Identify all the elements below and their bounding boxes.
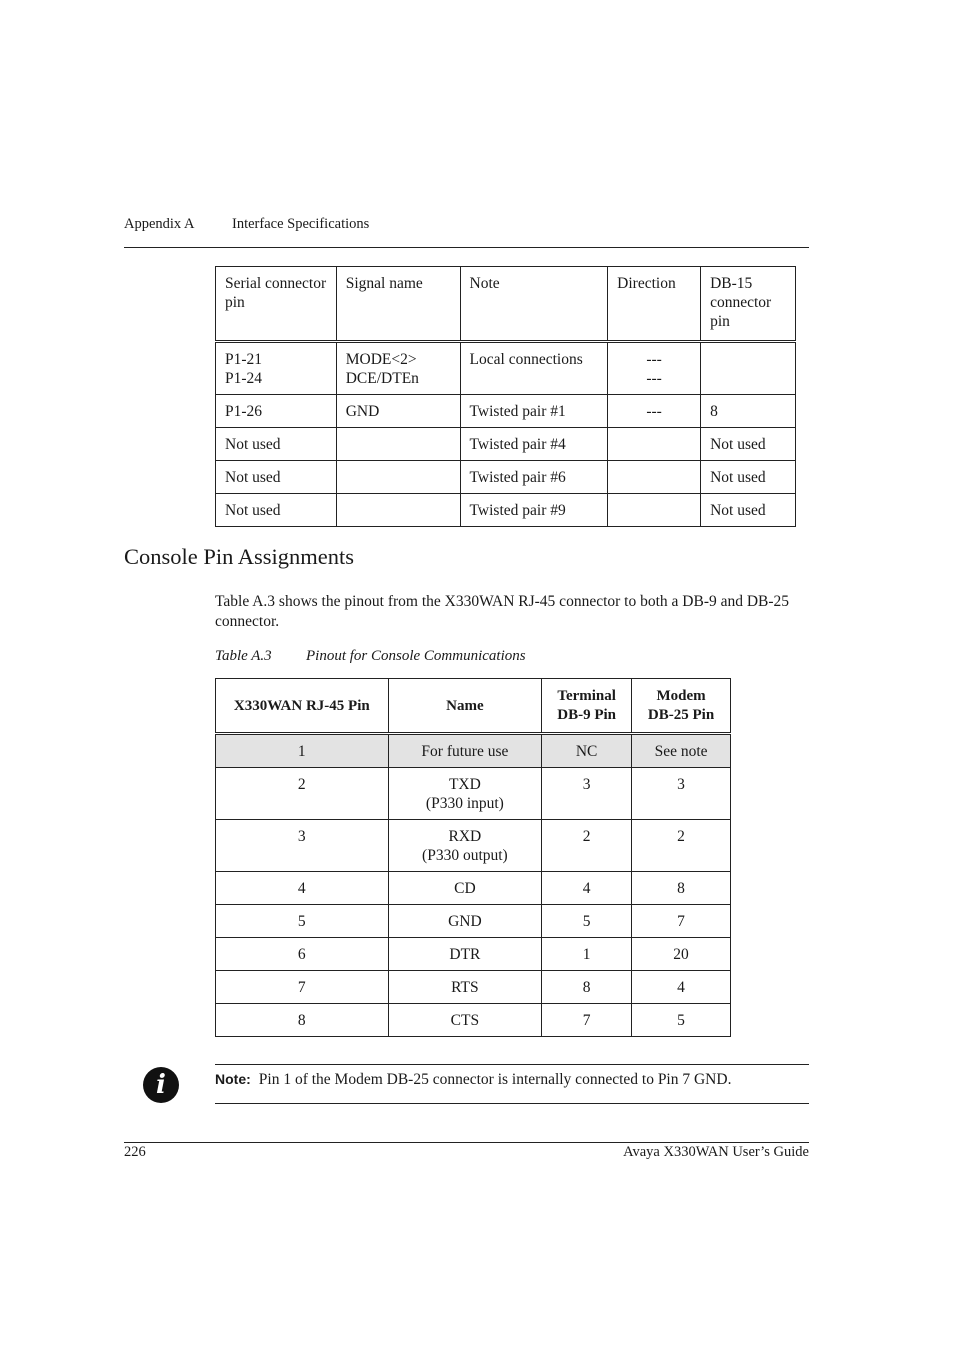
console-pinout-table-column-header: Modem DB-25 Pin [632, 679, 731, 734]
console-pinout-table-row [216, 820, 731, 872]
console-pinout-table-cell: 1 [216, 734, 389, 768]
serial-pin-table-cell: Not used [216, 494, 337, 527]
console-pinout-table-cell: 4 [216, 872, 389, 905]
serial-pin-table-cell: Not used [701, 428, 796, 461]
serial-pin-table-row [216, 428, 796, 461]
serial-pin-table-column-header: Signal name [336, 267, 460, 342]
console-pinout-table-column-header: Terminal DB-9 Pin [542, 679, 632, 734]
serial-pin-table-cell: Twisted pair #1 [460, 395, 608, 428]
serial-pin-table-cell [336, 428, 460, 461]
console-pinout-table-cell: CD [388, 872, 542, 905]
serial-pin-table-row [216, 342, 796, 395]
note-text: Pin 1 of the Modem DB-25 connector is internally connected to Pin 7 GND. [258, 1071, 732, 1088]
console-pinout-table-cell: See note [632, 734, 731, 768]
page-number: 226 [124, 1144, 146, 1160]
serial-pin-table-cell [336, 494, 460, 527]
console-pinout-table-cell: 20 [632, 938, 731, 971]
note [215, 1071, 731, 1089]
serial-pin-table-column-header: Direction [608, 267, 701, 342]
serial-pin-table-cell: GND [336, 395, 460, 428]
console-pinout-table-cell: 7 [216, 971, 389, 1004]
serial-pin-table-cell: 8 [701, 395, 796, 428]
console-pinout-table-cell: NC [542, 734, 632, 768]
console-pinout-table-cell: 7 [542, 1004, 632, 1037]
console-pinout-table-cell: 3 [632, 768, 731, 820]
serial-pin-table-body [216, 267, 796, 527]
header-chapter: Interface Specifications [232, 216, 370, 232]
serial-pin-table-column-header: Note [460, 267, 608, 342]
serial-pin-table-cell: P1-21 P1-24 [216, 342, 337, 395]
console-pinout-table-header-row [216, 679, 731, 734]
serial-pin-table-cell [608, 461, 701, 494]
serial-pin-table-row [216, 395, 796, 428]
console-pinout-table-body [216, 679, 731, 1037]
console-pinout-table-row [216, 734, 731, 768]
console-pinout-table-cell: 4 [632, 971, 731, 1004]
console-pinout-table [215, 678, 731, 1037]
console-pinout-table-column-header: X330WAN RJ-45 Pin [216, 679, 389, 734]
console-pinout-table-cell: 4 [542, 872, 632, 905]
note-label: Note: [215, 1071, 251, 1087]
console-pinout-table-cell: 5 [216, 905, 389, 938]
serial-pin-table-cell: Not used [216, 461, 337, 494]
console-pinout-table-row [216, 971, 731, 1004]
serial-pin-table-cell: Not used [701, 461, 796, 494]
console-pinout-table-cell: 7 [632, 905, 731, 938]
serial-pin-table-cell: Not used [216, 428, 337, 461]
serial-pin-table-cell: Twisted pair #4 [460, 428, 608, 461]
info-icon: i [143, 1067, 179, 1103]
serial-pin-table-cell [608, 494, 701, 527]
console-pinout-table-row [216, 905, 731, 938]
header-rule [124, 247, 809, 248]
console-pinout-table-cell: 1 [542, 938, 632, 971]
console-pinout-table-row [216, 768, 731, 820]
serial-pin-table-cell: Local connections [460, 342, 608, 395]
note-rule-top [215, 1064, 809, 1065]
serial-pin-table-cell [336, 461, 460, 494]
table-caption [215, 648, 526, 665]
console-pinout-table-cell: 8 [632, 872, 731, 905]
console-pinout-table-cell: 3 [542, 768, 632, 820]
console-pinout-table-cell: For future use [388, 734, 542, 768]
serial-pin-table-cell [701, 342, 796, 395]
note-rule-bottom [215, 1103, 809, 1104]
serial-pin-table-cell: MODE<2> DCE/DTEn [336, 342, 460, 395]
serial-pin-table-cell: --- --- [608, 342, 701, 395]
serial-pin-table-cell: --- [608, 395, 701, 428]
console-pinout-table-cell: 8 [216, 1004, 389, 1037]
serial-pin-table-cell: Twisted pair #9 [460, 494, 608, 527]
console-pinout-table-cell: 6 [216, 938, 389, 971]
console-pinout-table-cell: DTR [388, 938, 542, 971]
console-pinout-table-cell: TXD (P330 input) [388, 768, 542, 820]
console-pinout-table-row [216, 938, 731, 971]
console-pinout-table-row [216, 872, 731, 905]
console-pinout-table-cell: 2 [632, 820, 731, 872]
console-pinout-table-row [216, 1004, 731, 1037]
serial-pin-table-row [216, 494, 796, 527]
serial-pin-table-header-row [216, 267, 796, 342]
serial-pin-table-cell [608, 428, 701, 461]
console-pinout-table-cell: RTS [388, 971, 542, 1004]
section-body: Table A.3 shows the pinout from the X330WAN RJ-45 connector to both a DB-9 and DB-25 connector. [215, 593, 790, 630]
console-pinout-table-cell: 5 [632, 1004, 731, 1037]
header-appendix: Appendix A [124, 216, 195, 232]
console-pinout-table-cell: 5 [542, 905, 632, 938]
serial-pin-table-cell: P1-26 [216, 395, 337, 428]
serial-pin-table [215, 266, 796, 527]
console-pinout-table-cell: 2 [542, 820, 632, 872]
footer-title: Avaya X330WAN User’s Guide [623, 1144, 809, 1160]
caption-title: Pinout for Console Communications [306, 648, 526, 664]
serial-pin-table-cell: Not used [701, 494, 796, 527]
serial-pin-table-column-header: DB-15 connector pin [701, 267, 796, 342]
console-pinout-table-cell: 2 [216, 768, 389, 820]
console-pinout-table-cell: GND [388, 905, 542, 938]
serial-pin-table-column-header: Serial connector pin [216, 267, 337, 342]
console-pinout-table-column-header: Name [388, 679, 542, 734]
serial-pin-table-row [216, 461, 796, 494]
caption-number: Table A.3 [215, 648, 272, 664]
console-pinout-table-cell: CTS [388, 1004, 542, 1037]
footer-rule [124, 1142, 809, 1143]
console-pinout-table-cell: 8 [542, 971, 632, 1004]
console-pinout-table-cell: 3 [216, 820, 389, 872]
serial-pin-table-cell: Twisted pair #6 [460, 461, 608, 494]
section-title: Console Pin Assignments [124, 544, 355, 569]
console-pinout-table-cell: RXD (P330 output) [388, 820, 542, 872]
